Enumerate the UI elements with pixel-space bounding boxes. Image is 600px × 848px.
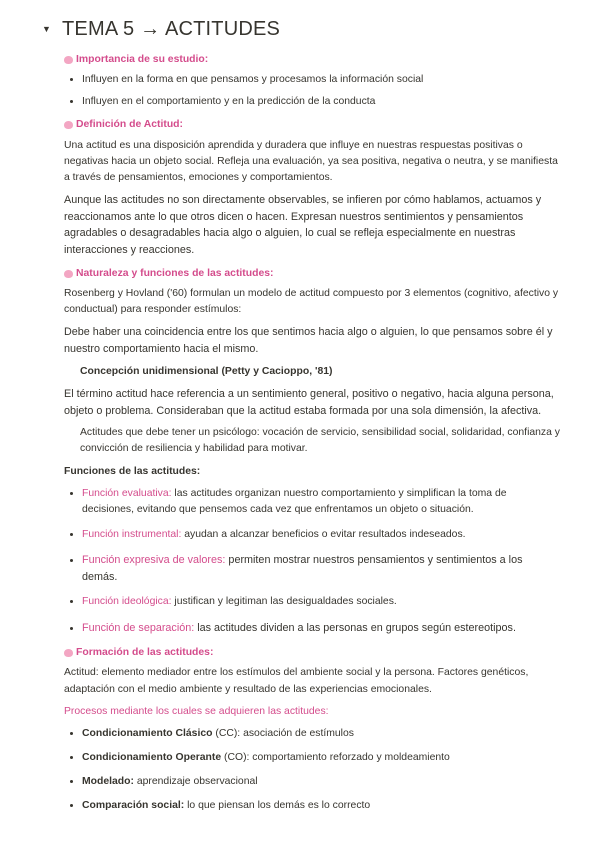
definicion-paragraph-1: Una actitud es una disposición aprendida y duradera que influye en nuestras respuestas positivas o negativas hacia un objeto social. Refleja una evaluación, ya sea positiva, negativa o neutra, y se manifiesta a través de pensamientos, emociones y comportamientos. [64, 139, 558, 183]
naturaleza-paragraph-1: Rosenberg y Hovland ('60) formulan un modelo de actitud compuesto por 3 elementos (cognitivo, afectivo y conductual) para responder estímulos: [64, 287, 559, 316]
list-item: • Condicionamiento Operante (CO): comportamiento reforzado y moldeamiento [82, 750, 560, 766]
procesos-list [64, 726, 560, 815]
naturaleza-paragraph-2: Debe haber una coincidencia entre los que sentimos hacia algo o alguien, lo que pensamos sobre él y nuestro comportamiento hacia el mismo. [64, 326, 553, 355]
brain-icon [64, 121, 73, 129]
concepcion-heading: Concepción unidimensional (Petty y Cacioppo, '81) [80, 365, 333, 377]
list-item: • Condicionamiento Clásico (CC): asociación de estímulos [82, 726, 560, 742]
definicion-paragraph-2: Aunque las actitudes no son directamente observables, se infieren por cómo hablamos, actuamos y reaccionamos ante lo que otros dicen o hacen. Expresan nuestros sentimientos y pensamientos agradables o desagradables hacia algo o alguien, lo cual se refleja especialmente en nuestras interacciones y reacciones. [64, 193, 542, 257]
procesos-label: Procesos mediante los cuales se adquieren las actitudes: [64, 705, 329, 717]
list-item: • Influyen en el comportamiento y en la predicción de la conducta [82, 94, 560, 110]
section-importancia-heading: Importancia de su estudio: [64, 52, 560, 68]
list-item: • Función ideológica: justifican y legitiman las desigualdades sociales. [82, 594, 560, 610]
naturaleza-paragraph-3: El término actitud hace referencia a un sentimiento general, positivo o negativo, hacia alguna persona, objeto o problema. Consideraban que la actitud estaba formada por una sola dimensión, la afectiva. [64, 387, 554, 417]
brain-icon [64, 270, 73, 278]
funciones-label: Funciones de las actitudes: [64, 465, 201, 477]
section-naturaleza-heading: Naturaleza y funciones de las actitudes: [64, 266, 560, 282]
brain-icon [64, 649, 73, 657]
list-item: • Influyen en la forma en que pensamos y procesamos la información social [82, 72, 560, 88]
list-item: • Función expresiva de valores: permiten mostrar nuestros pensamientos y sentimientos a los demás. [82, 552, 560, 585]
list-item: • Comparación social: lo que piensan los demás es lo correcto [82, 798, 560, 814]
list-item: • Función de separación: las actitudes dividen a las personas en grupos según estereotipos. [82, 620, 560, 637]
list-item: • Función evaluativa: las actitudes organizan nuestro comportamiento y simplifican la toma de decisiones, evitando que pensemos cada vez que enfrentamos un objeto o situación. [82, 486, 560, 518]
naturaleza-paragraph-4: Actitudes que debe tener un psicólogo: vocación de servicio, sensibilidad social, solidaridad, confianza y convicción de resiliencia y habilidad para motivar. [80, 427, 560, 455]
page-title: TEMA 5 → ACTITUDES [62, 18, 281, 40]
importancia-list [64, 72, 560, 110]
formacion-paragraph-1: Actitud: elemento mediador entre los estímulos del ambiente social y la persona. Factores genéticos, adaptación con el medio ambiente y resultado de las experiencias emocionales. [64, 667, 529, 695]
title-row [42, 14, 560, 45]
funciones-list [64, 486, 560, 637]
toggle-triangle-icon[interactable]: ▼ [42, 23, 51, 34]
list-item: • Función instrumental: ayudan a alcanzar beneficios o evitar resultados indeseados. [82, 527, 560, 543]
section-definicion-heading: Definición de Actitud: [64, 117, 560, 133]
section-formacion-heading: Formación de las actitudes: [64, 645, 560, 661]
list-item: • Modelado: aprendizaje observacional [82, 774, 560, 790]
brain-icon [64, 56, 73, 64]
